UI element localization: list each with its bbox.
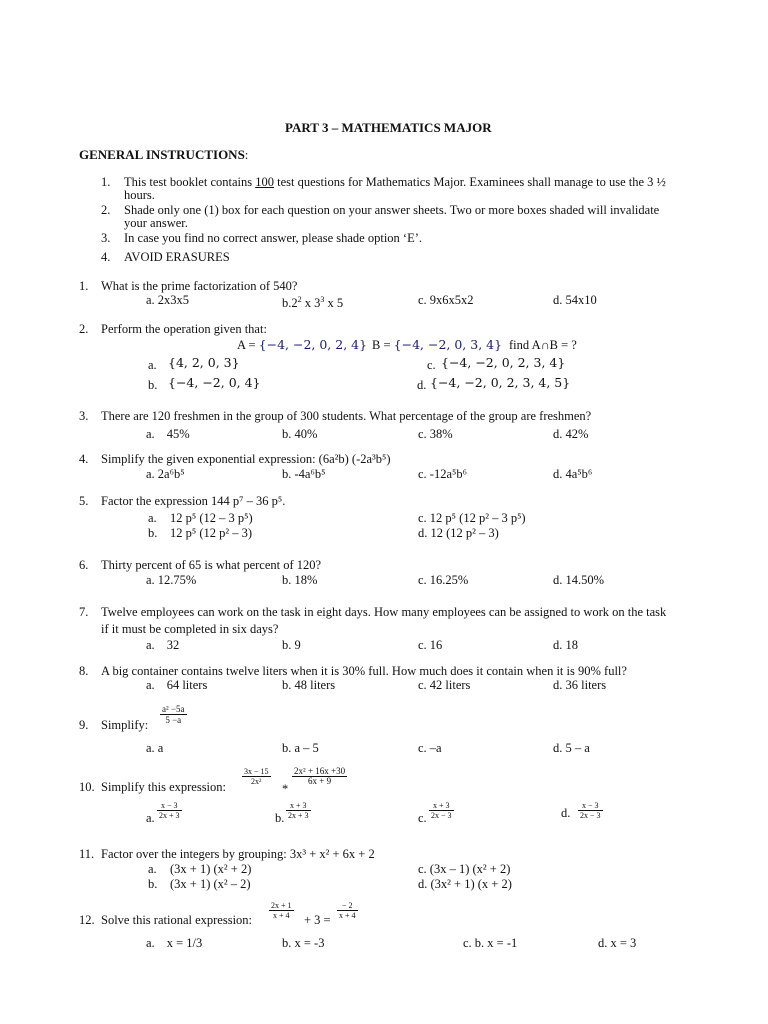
option-d: d. x = 3 [598, 936, 637, 950]
option-a-label: a. [148, 862, 157, 876]
option-a: a. x = 1/3 [146, 936, 203, 950]
question-number: 2. [79, 322, 89, 336]
fraction: $\frac{\text{2x² + 16x +30}}{6x + 9}$ [294, 766, 346, 786]
option-b: b. 48 liters [282, 678, 336, 692]
question-text: Twelve employees can work on the task in eight days. How many employees can be assigned to work on the task [101, 605, 667, 619]
instruction-text: This test booklet contains 100 test questions for Mathematics Major. Examinees shall manage to use the 3 ½ [124, 175, 666, 189]
question-number: 5. [79, 494, 89, 508]
fraction: $\frac{2x + 1}{x + 4}$ [271, 901, 292, 920]
option-a: a. 32 [146, 638, 180, 652]
question-text: Simplify this expression: [101, 780, 226, 794]
option-d-label: d. [417, 378, 427, 392]
question-number: 12. [79, 913, 95, 927]
instruction-number: 1. [101, 175, 111, 189]
option-c: c. 9x6x5x2 [418, 293, 474, 307]
question-text: Thirty percent of 65 is what percent of 120? [101, 558, 322, 572]
option-d: d. 18 [553, 638, 578, 652]
option-d: d. (3x² + 1) (x + 2) [418, 877, 512, 891]
question-number: 1. [79, 279, 89, 293]
option-d-label: d. [561, 806, 571, 820]
option-c-label: c. [418, 811, 427, 825]
option-a: a. a [146, 741, 164, 755]
option-b-label: b. [148, 526, 158, 540]
option-b: b. a – 5 [282, 741, 319, 755]
option-b: b. 40% [282, 427, 318, 441]
question-text: There are 120 freshmen in the group of 300 students. What percentage of the group are freshmen? [101, 409, 592, 423]
option-b-label: b. [148, 877, 158, 891]
option-c: c. 42 liters [418, 678, 471, 692]
instruction-text: In case you find no correct answer, please shade option ‘E’. [124, 231, 422, 245]
option-b: b. 18% [282, 573, 318, 587]
option-b: b. -4a⁶b⁵ [282, 467, 326, 481]
question-number: 11. [79, 847, 95, 861]
option-c: $\frac{x + 3}{2x - 3}$ [431, 801, 452, 820]
option-a: {4, 2, 0, 3} [168, 355, 240, 370]
option-a: $\frac{x - 3}{2x + 3}$ [159, 801, 180, 820]
option-d: d. 42% [553, 427, 589, 441]
option-a: (3x + 1) (x² + 2) [170, 862, 252, 876]
question-text: Perform the operation given that: [101, 322, 267, 336]
option-c: c. (3x – 1) (x² + 2) [418, 862, 511, 876]
option-a: a. 2a⁶b⁵ [146, 467, 185, 481]
question-text: Factor the expression 144 p⁷ – 36 p⁵. [101, 494, 286, 508]
option-a: a. 45% [146, 427, 190, 441]
question-text: Simplify: [101, 718, 149, 732]
option-a: 12 p⁵ (12 – 3 p⁵) [170, 511, 253, 525]
option-c: c. -12a⁵b⁶ [418, 467, 467, 481]
option-b: $\frac{x + 3}{2x + 3}$ [288, 801, 309, 820]
fraction: $\frac{\text{a² −5a}}{5 -a}$ [162, 704, 185, 725]
instruction-number: 4. [101, 250, 111, 264]
option-a: a. 64 liters [146, 678, 208, 692]
option-a-label: a. [146, 811, 155, 825]
option-b: 12 p⁵ (12 p² – 3) [170, 526, 253, 540]
option-c: c. b. x = -1 [463, 936, 518, 950]
option-b: b. 9 [282, 638, 301, 652]
option-a-label: a. [148, 358, 157, 372]
fraction: $\frac{- 2}{x + 4}$ [339, 901, 356, 920]
option-c: c. 12 p⁵ (12 p² – 3 p⁵) [418, 511, 526, 525]
option-d: d. 12 (12 p² – 3) [418, 526, 499, 540]
question-text: Simplify the given exponential expression: (6a²b) (-2a³b⁵) [101, 452, 391, 466]
option-d: d. 36 liters [553, 678, 607, 692]
option-b: {−4, −2, 0, 4} [168, 375, 261, 390]
option-c-label: c. [427, 358, 436, 372]
question-number: 4. [79, 452, 89, 466]
option-c: c. 16 [418, 638, 443, 652]
option-a-label: a. [148, 511, 157, 525]
option-b-label: b. [148, 378, 158, 392]
option-c: {−4, −2, 0, 2, 3, 4} [441, 355, 566, 370]
plus-equals: + 3 = [304, 913, 331, 927]
question-number: 6. [79, 558, 89, 572]
option-b: (3x + 1) (x² – 2) [170, 877, 251, 891]
option-c: c. –a [418, 741, 442, 755]
option-b-label: b. [275, 811, 285, 825]
instruction-text: Shade only one (1) box for each question on your answer sheets. Two or more boxes shaded will invalidate [124, 203, 660, 217]
option-d: d. 5 – a [553, 741, 590, 755]
question-number: 8. [79, 664, 89, 678]
question-text-cont: if it must be completed in six days? [101, 622, 279, 636]
page-title: PART 3 – MATHEMATICS MAJOR [285, 120, 492, 135]
instruction-number: 2. [101, 203, 111, 217]
option-a: a. 2x3x5 [146, 293, 190, 307]
instructions-heading: GENERAL INSTRUCTIONS: [79, 147, 249, 162]
question-number: 9. [79, 718, 89, 732]
set-a: A = {−4, −2, 0, 2, 4} [237, 337, 368, 352]
instruction-text-cont: your answer. [124, 216, 188, 230]
question-text: Factor over the integers by grouping: 3x³ + x² + 6x + 2 [101, 847, 375, 861]
question-number: 7. [79, 605, 89, 619]
option-c: c. 16.25% [418, 573, 469, 587]
set-b: B = {−4, −2, 0, 3, 4} [372, 337, 503, 352]
question-number: 3. [79, 409, 89, 423]
option-b: b. x = -3 [282, 936, 325, 950]
question-text: A big container contains twelve liters when it is 30% full. How much does it contain when it is 90% full? [101, 664, 627, 678]
question-number: 10. [79, 780, 95, 794]
find-intersection: find A∩B = ? [509, 338, 577, 352]
instruction-text: AVOID ERASURES [124, 250, 230, 264]
question-text: What is the prime factorization of 540? [101, 279, 298, 293]
option-d: d. 14.50% [553, 573, 605, 587]
question-text: Solve this rational expression: [101, 913, 253, 927]
instruction-text-cont: hours. [124, 188, 155, 202]
option-a: a. 12.75% [146, 573, 197, 587]
option-c: c. 38% [418, 427, 453, 441]
times-sign: * [282, 782, 289, 796]
option-d: $\frac{x - 3}{2x - 3}$ [580, 801, 601, 820]
option-b: $b.2^2$ x $3^3$ x 5 [282, 295, 344, 311]
fraction: $\frac{3x - 15}{\text{2x²}}$ [244, 767, 269, 786]
option-d: d. 54x10 [553, 293, 597, 307]
option-d: {−4, −2, 0, 2, 3, 4, 5} [430, 375, 571, 390]
option-d: d. 4a⁵b⁶ [553, 467, 593, 481]
instruction-number: 3. [101, 231, 111, 245]
